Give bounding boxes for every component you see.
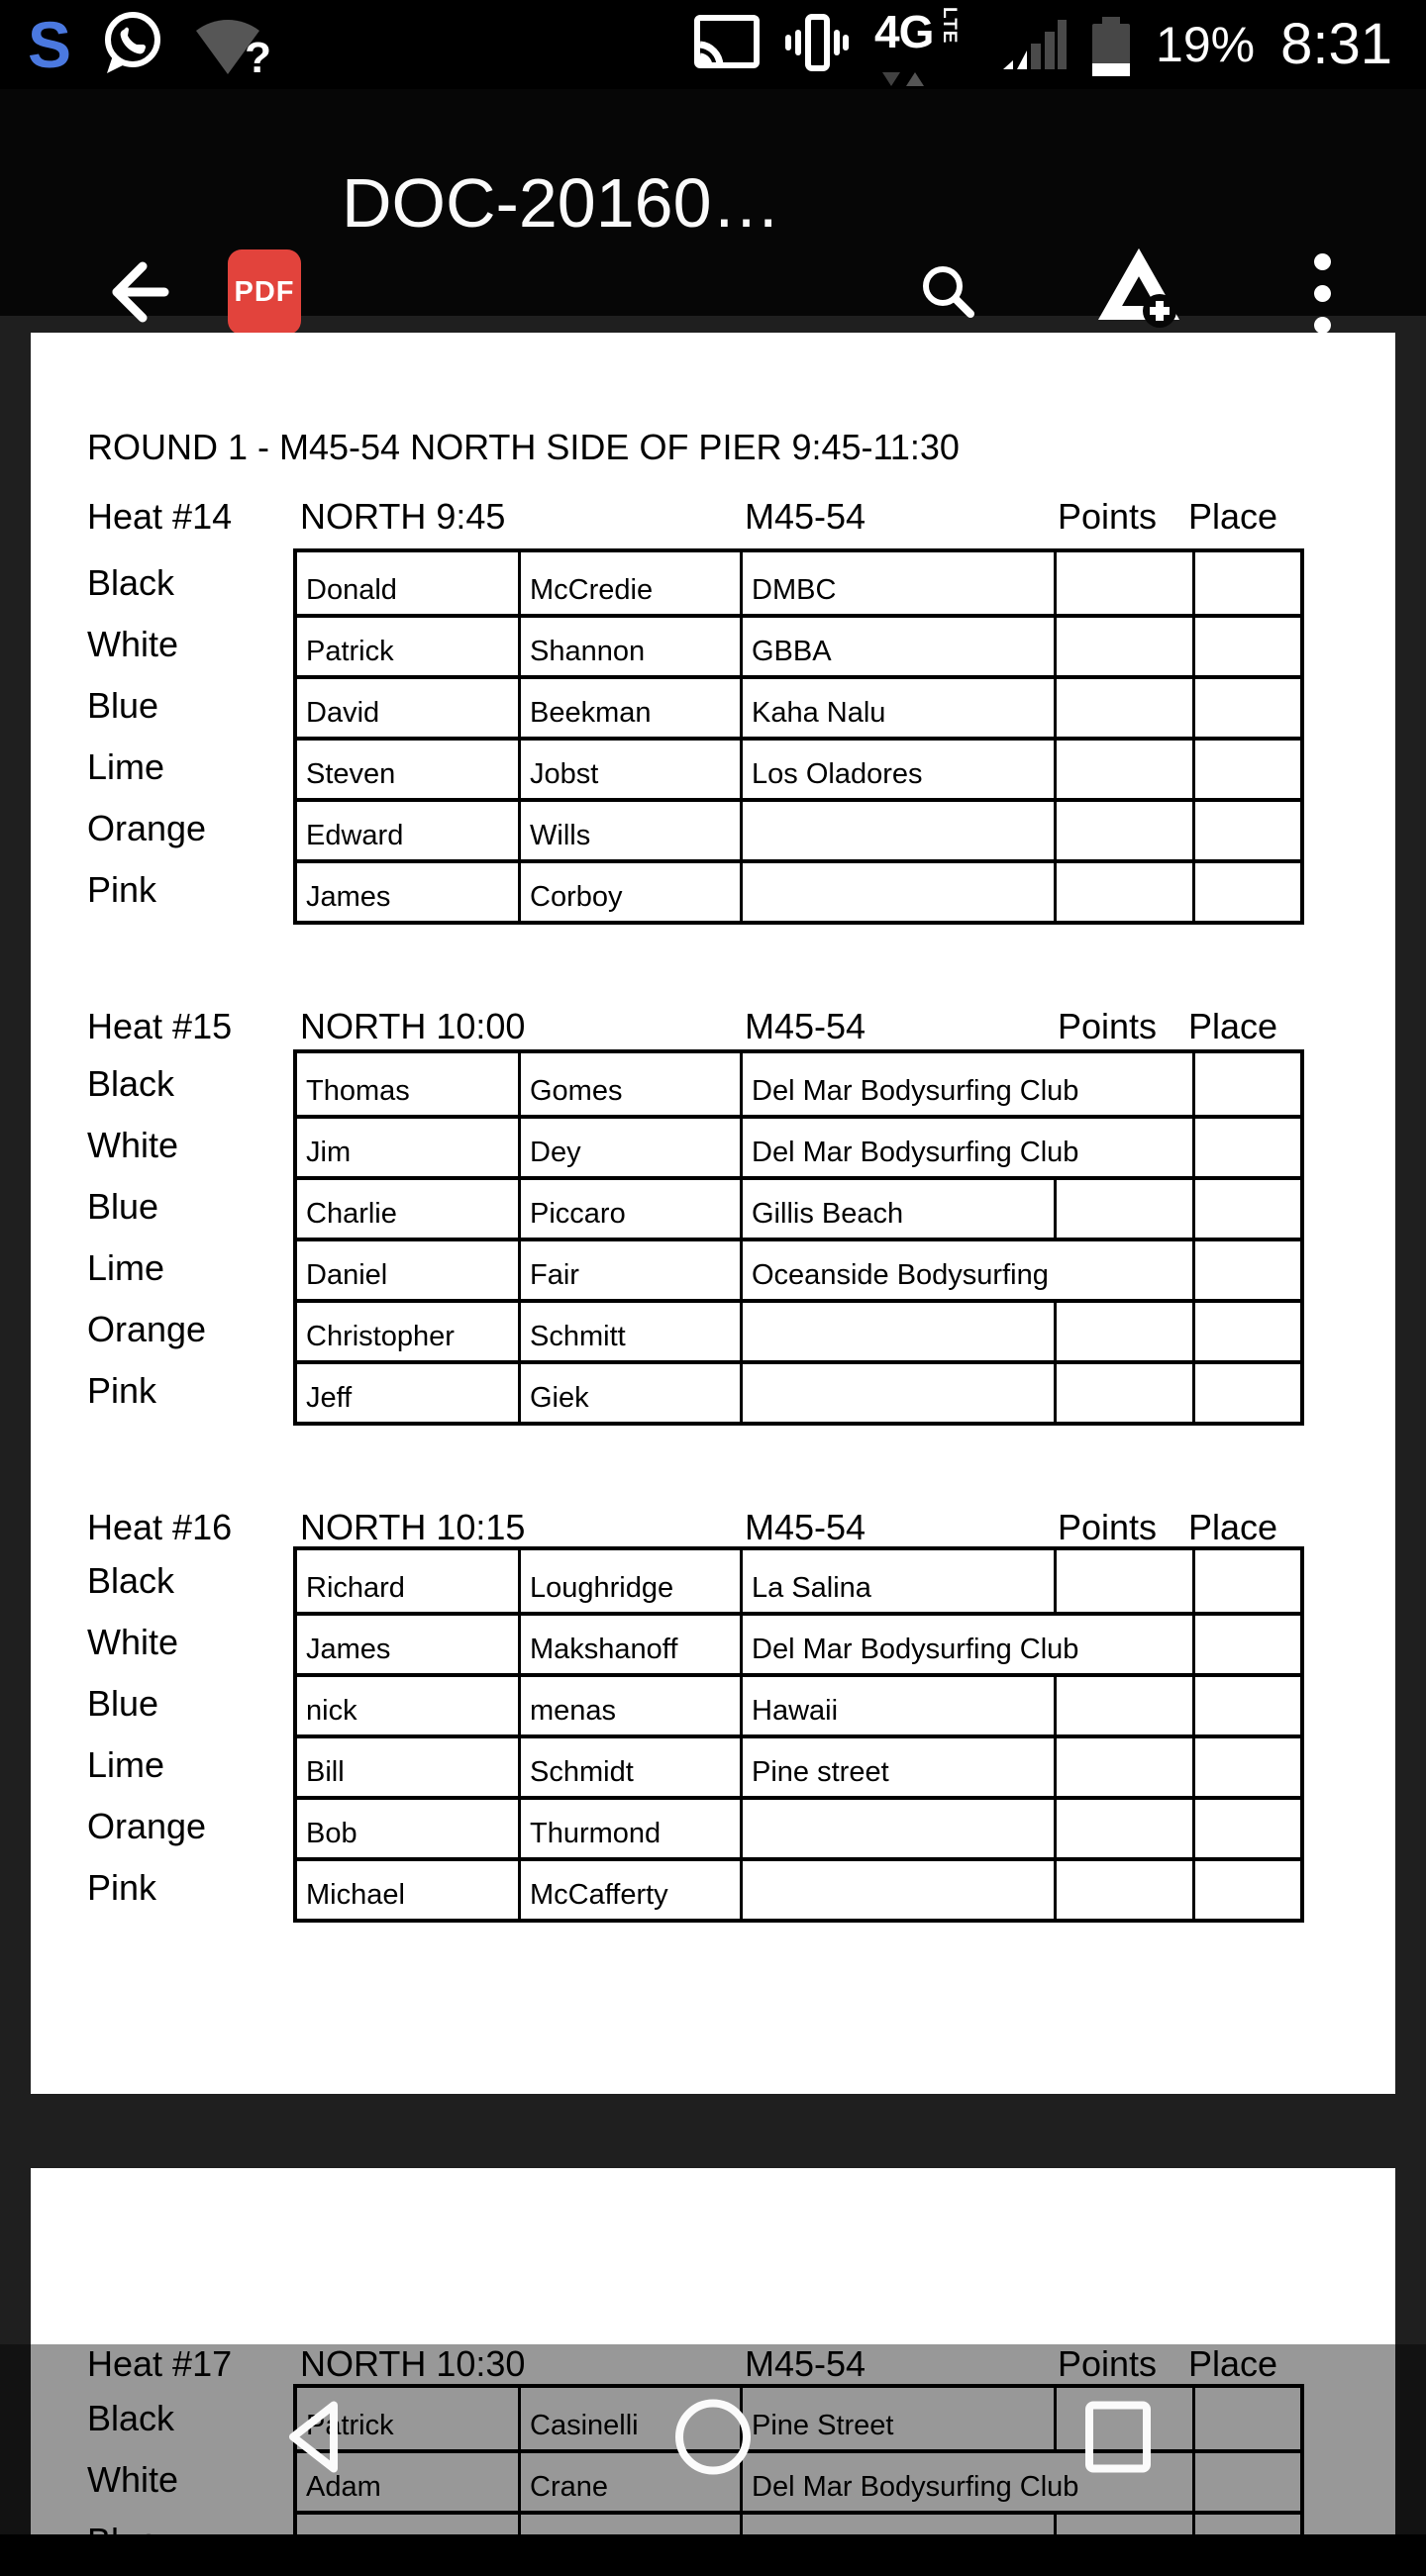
lane-color-label: Black: [87, 562, 175, 603]
cell-place: [1192, 1677, 1300, 1734]
cell-club: [740, 1861, 1054, 1919]
cell-last-name: Loughridge: [518, 1550, 740, 1612]
heat-header: [31, 495, 1395, 539]
cell-club: [740, 1364, 1054, 1422]
cell-club: [740, 863, 1054, 921]
cell-first-name: Patrick: [306, 636, 394, 667]
cell-first-name: Bill: [306, 1756, 345, 1788]
round-title: ROUND 1 - M45-54 NORTH SIDE OF PIER 9:45-11:30: [87, 427, 960, 467]
upload-arrow-icon: [906, 72, 924, 86]
cell-place: [1192, 1616, 1300, 1673]
session-label: NORTH 10:30: [300, 2343, 526, 2384]
table-row: [297, 1857, 1300, 1919]
table-row: [297, 1796, 1300, 1857]
status-bar: [0, 0, 1426, 89]
cell-last-name: Schmitt: [518, 1303, 740, 1360]
cell-points: [1054, 618, 1192, 675]
cell-club: DMBC: [740, 552, 1054, 614]
cell-club: La Salina: [740, 1550, 1054, 1612]
cell-first-name: Patrick: [306, 2410, 394, 2441]
cell-club: Pine street: [740, 1738, 1054, 1796]
lane-color-label: Blue: [87, 1683, 159, 1724]
vibrate-icon: [785, 11, 849, 79]
cell-place: [1192, 1053, 1300, 1115]
whatsapp-icon: [97, 8, 166, 82]
points-column-header: Points: [1058, 1507, 1158, 1547]
cell-first-name: Thomas: [306, 1075, 410, 1107]
lane-color-label: Lime: [87, 1247, 165, 1288]
cell-place: [1192, 1303, 1300, 1360]
cell-club: Gillis Beach: [740, 1180, 1054, 1238]
cell-place: [1192, 741, 1300, 798]
lane-color-label: Black: [87, 1560, 175, 1601]
cell-club: Kaha Nalu: [740, 679, 1054, 737]
cell-last-name: Giek: [518, 1364, 740, 1422]
signal-strength-icon: [1003, 14, 1067, 76]
back-button[interactable]: [99, 252, 178, 332]
heat-header: [31, 1005, 1395, 1048]
cell-first-name: Edward: [306, 820, 404, 851]
cell-club: [740, 802, 1054, 859]
table-row: [297, 1673, 1300, 1734]
4g-lte-icon: 4G LTE: [874, 9, 977, 80]
skype-icon: S: [28, 8, 72, 81]
cast-icon: [694, 15, 760, 75]
wifi-question-icon: ?: [192, 13, 269, 76]
nav-back-button[interactable]: [278, 2396, 356, 2484]
cell-last-name: Wills: [518, 802, 740, 859]
cell-place: [1192, 679, 1300, 737]
cell-last-name: menas: [518, 1677, 740, 1734]
overflow-menu-button[interactable]: [1314, 253, 1331, 334]
cell-first-name: Steven: [306, 758, 396, 790]
lane-color-label: Pink: [87, 869, 157, 910]
table-row: [297, 1734, 1300, 1796]
lane-color-label: Black: [87, 1063, 175, 1104]
pdf-page-1[interactable]: [31, 333, 1395, 2094]
place-column-header: Place: [1188, 1006, 1278, 1046]
table-row: [297, 1115, 1300, 1176]
cell-last-name: Crane: [518, 2453, 740, 2511]
cell-club: [740, 1303, 1054, 1360]
table-row: [297, 1299, 1300, 1360]
cell-club-merged: Del Mar Bodysurfing Club: [740, 2453, 1192, 2511]
cell-last-name: Jobst: [518, 741, 740, 798]
lane-color-label: Blue: [87, 2521, 159, 2561]
cell-points: [1054, 1180, 1192, 1238]
heat-label: Heat #15: [87, 1006, 233, 1046]
cell-points: [1054, 552, 1192, 614]
heat-table: [293, 548, 1304, 925]
cell-place: [1192, 1119, 1300, 1176]
cell-club: [740, 1800, 1054, 1857]
cell-last-name: Beekman: [518, 679, 740, 737]
cell-place: [1192, 1800, 1300, 1857]
table-row: [297, 1238, 1300, 1299]
cell-first-name: Donald: [306, 574, 397, 606]
lane-color-label: White: [87, 624, 179, 664]
search-button[interactable]: [915, 258, 982, 326]
lane-color-label: Pink: [87, 1370, 157, 1411]
cell-points: [1054, 1800, 1192, 1857]
heat-table: [293, 1049, 1304, 1426]
document-title: DOC-20160…: [342, 163, 781, 242]
cell-club-merged: Del Mar Bodysurfing Club: [740, 1616, 1192, 1673]
division-label: M45-54: [745, 2343, 866, 2384]
cell-last-name: Piccaro: [518, 1180, 740, 1238]
pdf-file-icon: PDF: [228, 249, 301, 335]
table-row: [297, 1053, 1300, 1115]
lane-color-label: Orange: [87, 1309, 207, 1349]
cell-last-name: McCafferty: [518, 1861, 740, 1919]
heat-label: Heat #16: [87, 1507, 233, 1547]
lane-color-label: Orange: [87, 808, 207, 848]
nav-home-button[interactable]: [671, 2396, 755, 2484]
lane-color-label: Pink: [87, 1867, 157, 1908]
cell-points: [1054, 741, 1192, 798]
table-row: [297, 1360, 1300, 1422]
cell-place: [1192, 1364, 1300, 1422]
cell-club-merged: Del Mar Bodysurfing Club: [740, 1053, 1192, 1115]
cell-place: [1192, 1550, 1300, 1612]
cell-place: [1192, 802, 1300, 859]
lane-color-label: Blue: [87, 685, 159, 726]
lane-color-label: White: [87, 2459, 179, 2500]
cell-points: [1054, 863, 1192, 921]
table-row: [297, 859, 1300, 921]
cell-points: [1054, 1303, 1192, 1360]
cell-last-name: Dey: [518, 1119, 740, 1176]
cell-points: [1054, 679, 1192, 737]
division-label: M45-54: [745, 1507, 866, 1547]
cell-club-merged: Del Mar Bodysurfing Club: [740, 1119, 1192, 1176]
cell-points: [1054, 1738, 1192, 1796]
cell-first-name: David: [306, 697, 380, 729]
cell-last-name: McCredie: [518, 552, 740, 614]
cell-last-name: Thurmond: [518, 1800, 740, 1857]
cell-club: Pine Street: [740, 2388, 1054, 2449]
cell-last-name: Schmidt: [518, 1738, 740, 1796]
lane-color-label: Lime: [87, 1744, 165, 1785]
points-column-header: Points: [1058, 1006, 1158, 1046]
cell-points: [1054, 802, 1192, 859]
cell-first-name: James: [306, 1634, 391, 1665]
cell-first-name: Richard: [306, 1572, 405, 1604]
cell-place: [1192, 1738, 1300, 1796]
cell-last-name: Makshanoff: [518, 1616, 740, 1673]
session-label: NORTH 10:15: [300, 1507, 526, 1547]
cell-points: [1054, 1364, 1192, 1422]
cell-first-name: Bob: [306, 1818, 357, 1849]
cell-first-name: Charlie: [306, 1198, 397, 1230]
cell-place: [1192, 1861, 1300, 1919]
table-row: [297, 552, 1300, 614]
cell-first-name: Michael: [306, 1879, 405, 1911]
lane-color-label: White: [87, 1622, 179, 1662]
nav-recents-button[interactable]: [1079, 2396, 1157, 2484]
place-column-header: Place: [1188, 1507, 1278, 1547]
session-label: NORTH 10:00: [300, 1006, 526, 1046]
cell-points: [1054, 1677, 1192, 1734]
battery-percent: 19%: [1156, 17, 1256, 72]
table-row: [297, 1176, 1300, 1238]
place-column-header: Place: [1188, 496, 1278, 537]
cell-last-name: Fair: [518, 1241, 740, 1299]
cell-first-name: Adam: [306, 2471, 381, 2503]
table-row: [297, 675, 1300, 737]
status-bar-right-icons: [694, 0, 1392, 89]
cell-last-name: Corboy: [518, 863, 740, 921]
cell-place: [1192, 618, 1300, 675]
heat-label: Heat #14: [87, 496, 233, 537]
cell-points: [1054, 1550, 1192, 1612]
cell-first-name: Christopher: [306, 1321, 455, 1352]
cell-first-name: Jim: [306, 1137, 352, 1168]
cell-club: Los Oladores: [740, 741, 1054, 798]
heat-label: Heat #17: [87, 2343, 233, 2384]
cell-first-name: nick: [306, 1695, 357, 1727]
app-bar: [0, 89, 1426, 316]
lane-color-label: Black: [87, 2398, 175, 2438]
place-column-header: Place: [1188, 2343, 1278, 2384]
cell-club: GBBA: [740, 618, 1054, 675]
cell-first-name: Daniel: [306, 1259, 388, 1291]
status-bar-left-icons: [28, 0, 272, 89]
cell-club-merged: Oceanside Bodysurfing: [740, 1241, 1192, 1299]
points-column-header: Points: [1058, 2343, 1158, 2384]
lane-color-label: White: [87, 1125, 179, 1165]
cell-last-name: Shannon: [518, 618, 740, 675]
heat-header: [31, 1506, 1395, 1549]
points-column-header: Points: [1058, 496, 1158, 537]
cell-first-name: Jeff: [306, 1382, 353, 1414]
division-label: M45-54: [745, 496, 866, 537]
cell-place: [1192, 1241, 1300, 1299]
cell-points: [1054, 1861, 1192, 1919]
cell-place: [1192, 1180, 1300, 1238]
table-row: [297, 737, 1300, 798]
cell-last-name: Casinelli: [518, 2388, 740, 2449]
cell-club: Hawaii: [740, 1677, 1054, 1734]
cell-last-name: Gomes: [518, 1053, 740, 1115]
add-to-drive-button[interactable]: [1097, 253, 1182, 333]
table-row: [297, 1550, 1300, 1612]
lane-color-label: Blue: [87, 1186, 159, 1227]
navigation-bar: [0, 2344, 1426, 2534]
heat-table: [293, 1546, 1304, 1923]
lane-color-label: Orange: [87, 1806, 207, 1846]
table-row: [297, 1612, 1300, 1673]
cell-place: [1192, 863, 1300, 921]
lane-color-label: Lime: [87, 746, 165, 787]
cell-first-name: James: [306, 881, 391, 913]
data-activity-arrows: [882, 72, 924, 86]
division-label: M45-54: [745, 1006, 866, 1046]
cell-place: [1192, 552, 1300, 614]
clock: 8:31: [1280, 12, 1392, 76]
table-row: [297, 614, 1300, 675]
pdf-page-1-content: [31, 333, 1395, 2094]
table-row: [297, 798, 1300, 859]
battery-icon: [1092, 17, 1130, 76]
session-label: NORTH 9:45: [300, 496, 506, 537]
download-arrow-icon: [882, 72, 900, 86]
